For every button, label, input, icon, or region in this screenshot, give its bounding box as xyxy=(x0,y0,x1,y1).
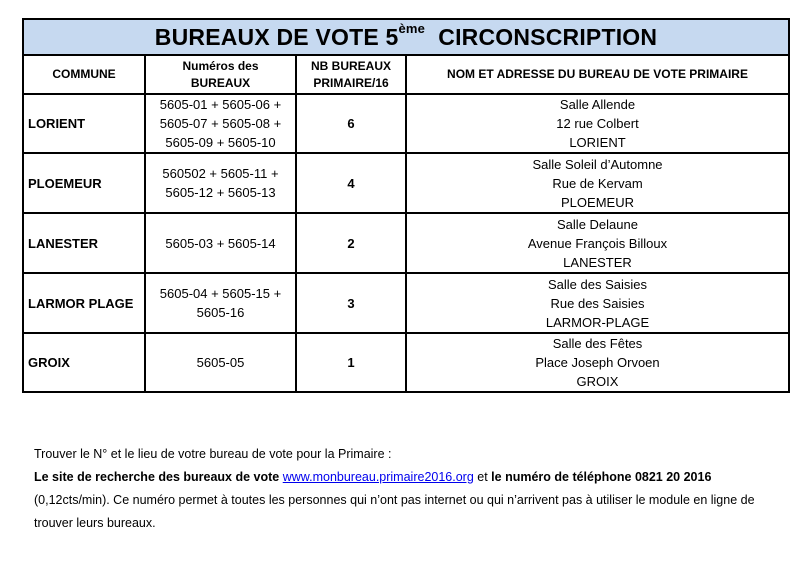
table-row xyxy=(23,213,789,273)
nb-bureaux-cell: 4 xyxy=(296,153,406,213)
address-cell xyxy=(406,273,789,333)
note-et: et xyxy=(473,470,492,484)
header-nb-bureaux: NB BUREAUX PRIMAIRE/16 xyxy=(296,55,406,94)
note-intro: Trouver le N° et le lieu de votre bureau de vote pour la Primaire : xyxy=(34,447,392,461)
bureau-codes-cell xyxy=(145,94,296,153)
nb-bureaux-cell: 6 xyxy=(296,94,406,153)
address-line: LARMOR-PLAGE xyxy=(545,314,650,330)
commune-cell: LANESTER xyxy=(23,213,145,273)
bureau-code-line: 5605-01 + 5605-06 + xyxy=(159,97,282,112)
header-numeros: Numéros des BUREAUX xyxy=(145,55,296,94)
commune-cell: LORIENT xyxy=(23,94,145,153)
table-title xyxy=(23,19,789,55)
info-note xyxy=(34,443,774,535)
note-phone: le numéro de téléphone 0821 20 2016 xyxy=(491,470,712,484)
address-cell xyxy=(406,94,789,153)
commune-cell: GROIX xyxy=(23,333,145,392)
address-cell xyxy=(406,153,789,213)
address-cell xyxy=(406,213,789,273)
note-site-intro: Le site de recherche des bureaux de vote xyxy=(34,470,283,484)
address-line: Rue des Saisies xyxy=(550,295,645,311)
bureau-codes-cell xyxy=(145,273,296,333)
address-line: Salle des Saisies xyxy=(548,276,647,292)
table-body xyxy=(23,94,789,392)
address-line: Salle Delaune xyxy=(557,216,638,232)
header-adresse: NOM ET ADRESSE DU BUREAU DE VOTE PRIMAIRE xyxy=(406,55,789,94)
bureau-code-line: 5605-09 + 5605-10 xyxy=(165,135,276,150)
address-line: Rue de Kervam xyxy=(552,175,643,191)
table-title-superscript: ème xyxy=(398,20,426,36)
header-commune: COMMUNE xyxy=(23,55,145,94)
polling-stations-table xyxy=(22,18,790,393)
bureau-code-line: 5605-04 + 5605-15 + xyxy=(159,286,282,301)
table-title-main: BUREAUX DE VOTE 5 xyxy=(154,23,399,50)
bureau-code-line: 560502 + 5605-11 + xyxy=(162,166,279,181)
nb-bureaux-cell: 2 xyxy=(296,213,406,273)
note-phone-rest: (0,12cts/min). Ce numéro permet à toutes les personnes qui n’ont pas internet ou qui n’arrivent pas à utiliser le module en ligne de trouver leurs bureaux. xyxy=(34,493,755,530)
address-line: PLOEMEUR xyxy=(561,194,634,210)
commune-cell: PLOEMEUR xyxy=(23,153,145,213)
address-line: Place Joseph Orvoen xyxy=(535,355,660,370)
commune-cell: LARMOR PLAGE xyxy=(23,273,145,333)
table-title-end: CIRCONSCRIPTION xyxy=(425,23,658,50)
address-line: 12 rue Colbert xyxy=(556,116,639,131)
bureau-code-line: 5605-12 + 5605-13 xyxy=(165,185,276,200)
address-line: Salle Allende xyxy=(559,97,636,112)
bureau-code-line: 5605-05 xyxy=(196,355,245,370)
nb-bureaux-cell: 3 xyxy=(296,273,406,333)
site-link[interactable]: www.monbureau.primaire2016.org xyxy=(282,470,474,484)
nb-bureaux-cell: 1 xyxy=(296,333,406,392)
note-details xyxy=(34,466,774,535)
address-line: GROIX xyxy=(576,374,619,389)
bureau-codes-cell xyxy=(145,213,296,273)
bureau-codes-cell xyxy=(145,333,296,392)
address-line: Salle des Fêtes xyxy=(552,336,643,351)
address-line: Salle Soleil d’Automne xyxy=(532,156,663,172)
address-line: LANESTER xyxy=(563,254,632,270)
address-line: Avenue François Billoux xyxy=(527,235,668,251)
address-cell xyxy=(406,333,789,392)
bureau-code-line: 5605-16 xyxy=(196,305,245,320)
address-line: LORIENT xyxy=(569,135,626,150)
table-row xyxy=(23,153,789,213)
bureau-code-line: 5605-03 + 5605-14 xyxy=(165,235,276,251)
bureau-codes-cell xyxy=(145,153,296,213)
table-row xyxy=(23,94,789,153)
table-row xyxy=(23,273,789,333)
bureau-code-line: 5605-07 + 5605-08 + xyxy=(159,116,282,131)
table-row xyxy=(23,333,789,392)
